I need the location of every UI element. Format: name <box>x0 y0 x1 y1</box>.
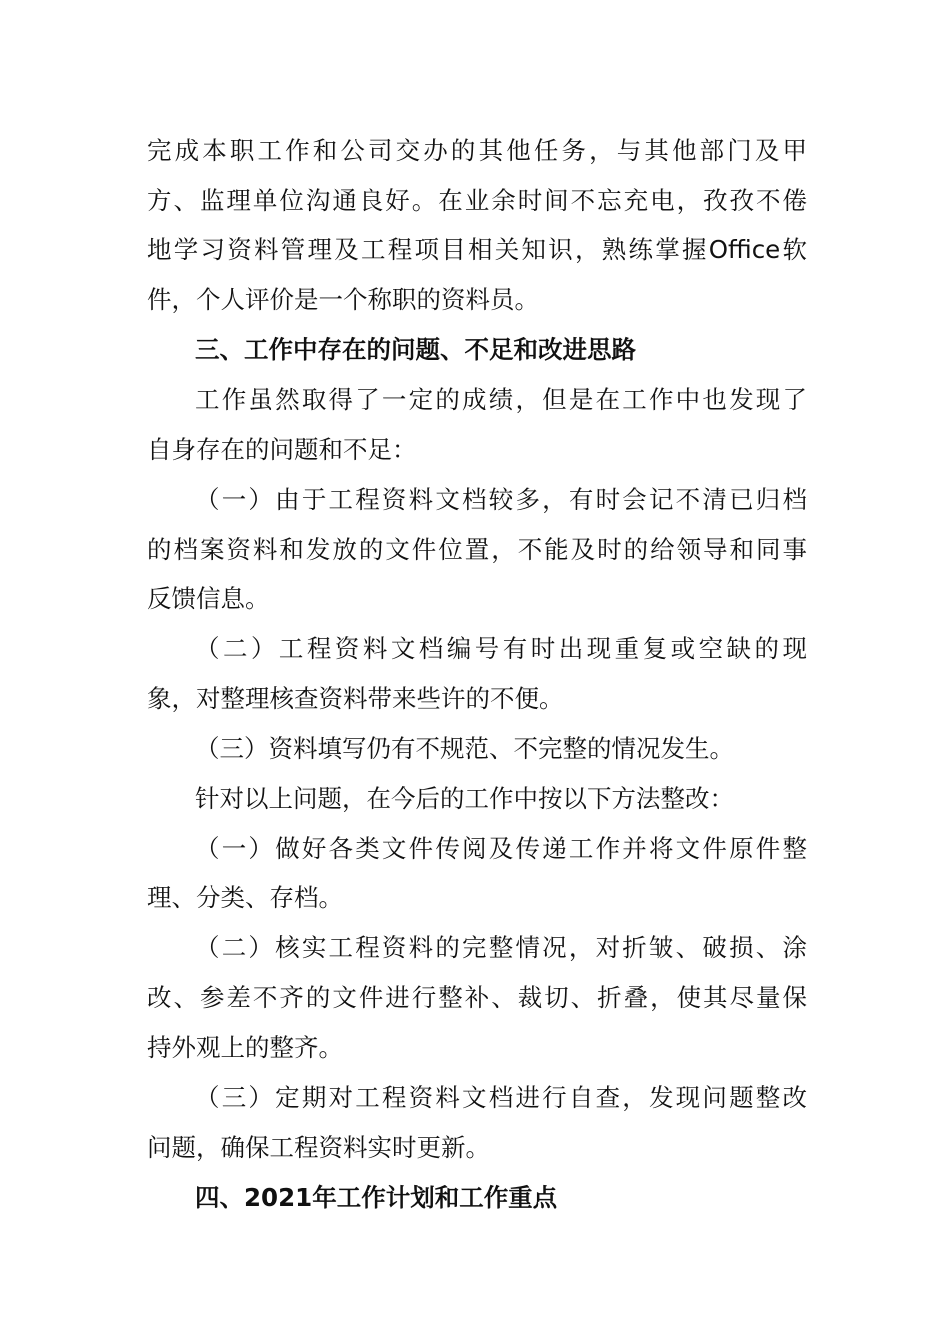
body-text-line: （一）由于工程资料文档较多，有时会记不清已归档 <box>195 485 807 514</box>
body-text-line: 的档案资料和发放的文件位置，不能及时的给领导和同事 <box>147 535 807 564</box>
body-text-line: 方、监理单位沟通良好。在业余时间不忘充电，孜孜不倦 <box>147 186 807 215</box>
body-text-line: 理、分类、存档。 <box>147 883 343 912</box>
section-heading-3: 三、工作中存在的问题、不足和改进思路 <box>195 335 636 364</box>
body-text-line: 件，个人评价是一个称职的资料员。 <box>147 285 539 314</box>
body-text-line: 反馈信息。 <box>147 584 270 613</box>
body-text-line: 问题，确保工程资料实时更新。 <box>147 1133 490 1162</box>
body-text-line: 完成本职工作和公司交办的其他任务，与其他部门及甲 <box>147 136 807 165</box>
section-heading-4: 四、2021年工作计划和工作重点 <box>195 1183 558 1212</box>
body-text-line: 改、参差不齐的文件进行整补、裁切、折叠，使其尽量保 <box>147 983 807 1012</box>
body-text-line: （三）资料填写仍有不规范、不完整的情况发生。 <box>195 734 734 763</box>
body-text-line: （二）工程资料文档编号有时出现重复或空缺的现 <box>195 634 807 663</box>
body-text-line: （三）定期对工程资料文档进行自查，发现问题整改 <box>195 1083 807 1112</box>
body-text-line: 持外观上的整齐。 <box>147 1033 343 1062</box>
body-text-line: 自身存在的问题和不足： <box>147 435 417 464</box>
body-text-line: 工作虽然取得了一定的成绩，但是在工作中也发现了 <box>195 385 807 414</box>
body-text-line: 针对以上问题，在今后的工作中按以下方法整改： <box>195 784 734 813</box>
body-text-line: 地学习资料管理及工程项目相关知识，熟练掌握Office软 <box>147 235 807 264</box>
body-text-line: （一）做好各类文件传阅及传递工作并将文件原件整 <box>195 834 807 863</box>
body-text-line: （二）核实工程资料的完整情况，对折皱、破损、涂 <box>195 933 807 962</box>
body-text-line: 象，对整理核查资料带来些许的不便。 <box>147 684 564 713</box>
